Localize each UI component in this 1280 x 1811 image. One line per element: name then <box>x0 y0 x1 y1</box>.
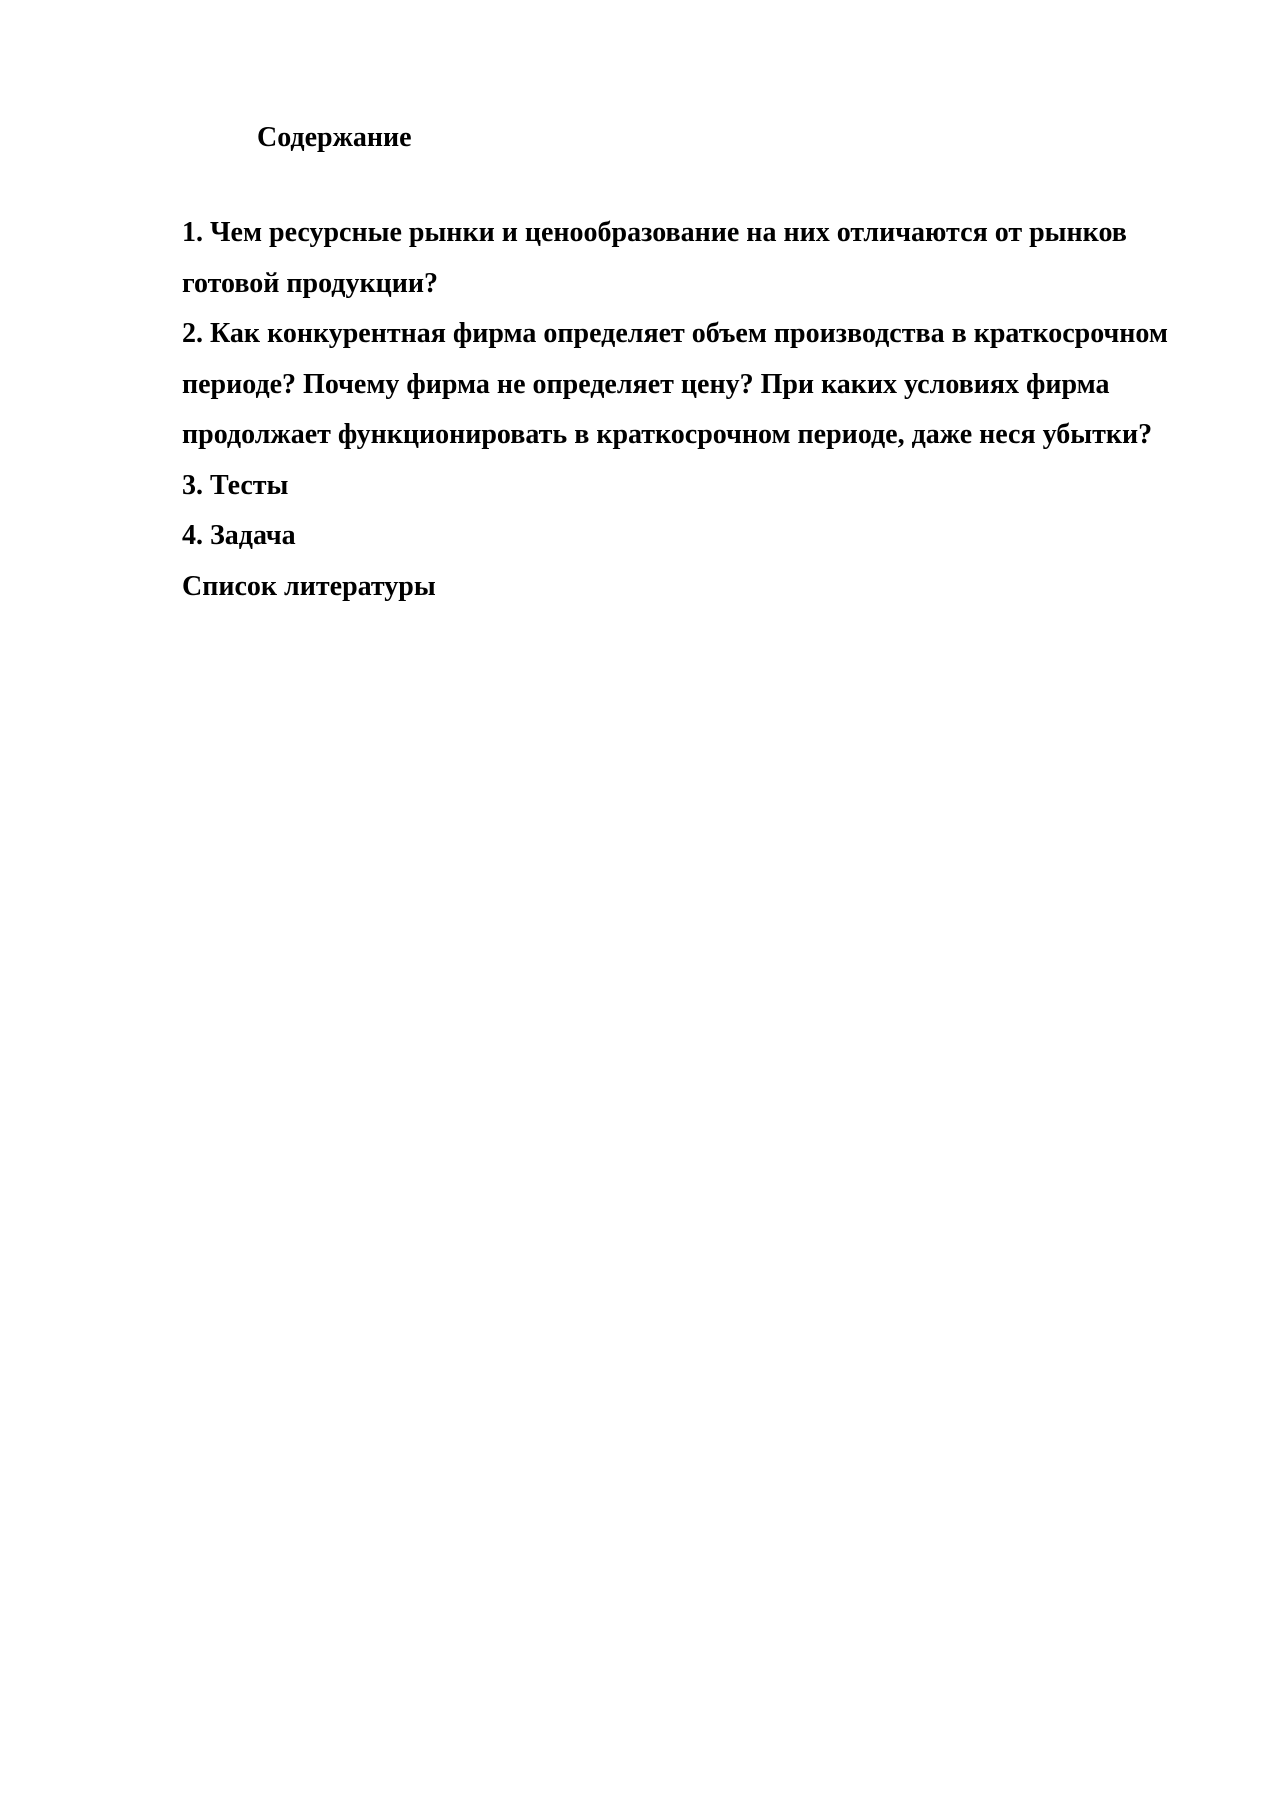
toc-item-3: 3. Тесты <box>182 469 289 501</box>
toc-item-4: 4. Задача <box>182 520 296 551</box>
page-title: Содержание <box>257 122 412 153</box>
toc-item-1: 1. Чем ресурсные рынки и ценообразование на них отличаются от рынков готовой продукции? <box>182 217 1127 299</box>
table-of-contents <box>182 208 1202 612</box>
toc-item-2: 2. Как конкурентная фирма определяет объем производства в краткосрочном периоде? Почему фирма не определяет цену? При каких условиях фирма продолжает функционировать в краткосрочном периоде, даже неся убытки? <box>182 318 1168 450</box>
toc-item-references: Список литературы <box>182 570 436 602</box>
